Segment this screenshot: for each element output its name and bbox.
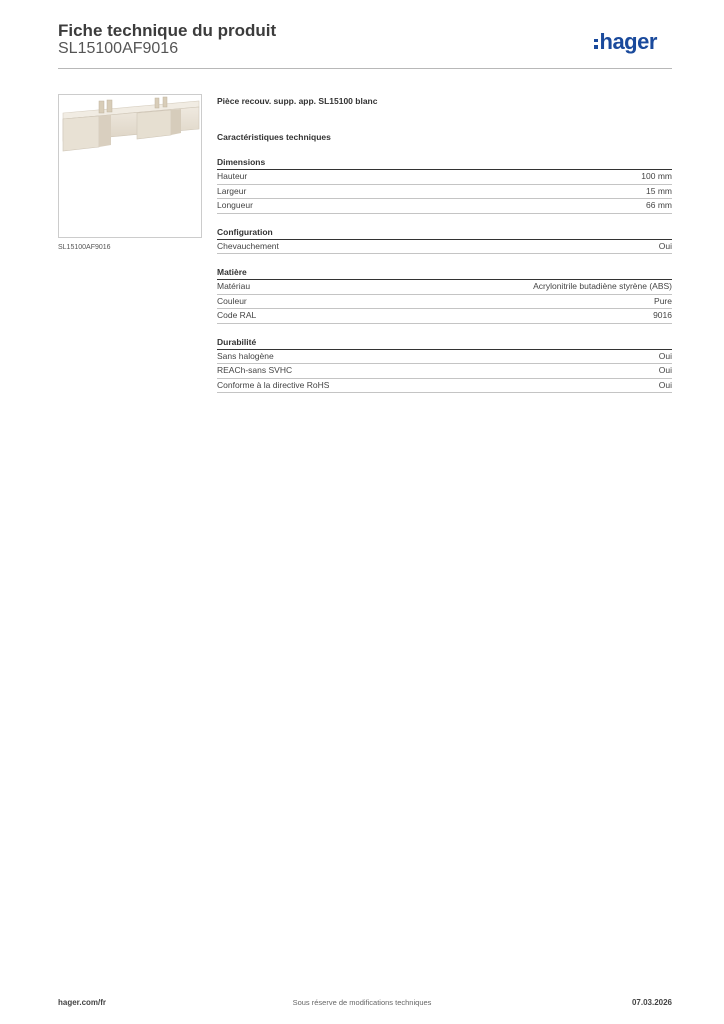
spec-row xyxy=(217,379,672,394)
spec-label: Sans halogène xyxy=(217,350,274,361)
spec-value: Oui xyxy=(658,379,672,390)
spec-value: Oui xyxy=(658,240,672,251)
spec-label: Matériau xyxy=(217,281,251,291)
spec-value: Pure xyxy=(654,295,672,306)
spec-row xyxy=(217,185,672,200)
document-title: Fiche technique du produit xyxy=(58,21,277,40)
spec-value: Oui xyxy=(658,365,672,375)
group-title: Durabilité xyxy=(217,336,672,350)
logo-text: hager xyxy=(599,29,657,54)
spec-value: 9016 xyxy=(653,310,672,320)
spec-row xyxy=(217,280,672,295)
spec-group-dimensions xyxy=(217,156,672,214)
spec-value: 66 mm xyxy=(646,200,672,210)
spec-content xyxy=(217,94,672,393)
spec-label: Hauteur xyxy=(217,171,248,181)
spec-value: 15 mm xyxy=(646,185,672,196)
header-divider xyxy=(58,68,672,69)
spec-label: Largeur xyxy=(217,185,247,196)
spec-group-material xyxy=(217,266,672,324)
spec-label: Longueur xyxy=(217,200,253,210)
group-title: Dimensions xyxy=(217,156,672,170)
section-title: Caractéristiques techniques xyxy=(217,132,331,142)
spec-value: Oui xyxy=(658,350,672,361)
spec-row xyxy=(217,364,672,379)
spec-group-configuration xyxy=(217,226,672,255)
product-photo-icon xyxy=(59,95,201,237)
spec-label: REACh-sans SVHC xyxy=(217,365,293,375)
spec-row xyxy=(217,350,672,365)
image-caption: SL15100AF9016 xyxy=(58,244,111,251)
spec-label: Conforme à la directive RoHS xyxy=(217,379,330,390)
spec-group-durability xyxy=(217,336,672,394)
footer-website-link[interactable]: hager.com/fr xyxy=(58,998,107,1007)
product-name: Pièce recouv. supp. app. SL15100 blanc xyxy=(217,96,378,106)
product-image xyxy=(58,94,202,238)
spec-row xyxy=(217,309,672,324)
product-reference: SL15100AF9016 xyxy=(58,40,179,57)
spec-row xyxy=(217,170,672,185)
spec-value: Acrylonitrile butadiène styrène (ABS) xyxy=(533,281,672,291)
group-title: Configuration xyxy=(217,226,672,240)
spec-row xyxy=(217,199,672,214)
spec-row xyxy=(217,240,672,255)
spec-value: 100 mm xyxy=(641,171,672,181)
footer-date: 07.03.2026 xyxy=(631,998,672,1007)
group-title: Matière xyxy=(217,266,672,280)
footer-notice: Sous réserve de modifications techniques xyxy=(292,998,432,1007)
hager-logo xyxy=(594,29,674,55)
spec-row xyxy=(217,295,672,310)
logo-dots-icon xyxy=(594,39,598,49)
spec-label: Code RAL xyxy=(217,310,257,320)
spec-label: Couleur xyxy=(217,295,247,306)
spec-label: Chevauchement xyxy=(217,240,279,251)
